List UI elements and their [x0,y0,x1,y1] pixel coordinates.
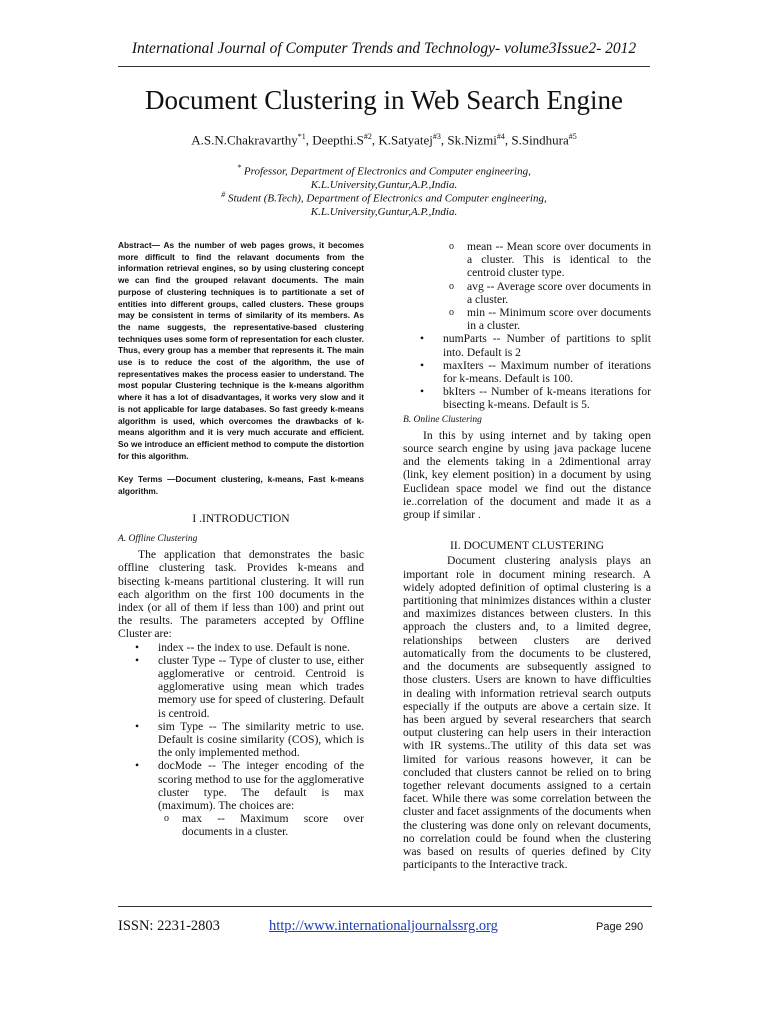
document-clustering-paragraph: Document clustering analysis plays an important role in document mining research. A widely adopted definition of optimal clustering is a partitioning that minimizes distances within a cluster and maximizes distances between clusters. In this approach the clusters and, to a limited degree, relationships between clusters are derived automatically from the documents to be clustered, and the documents are subsequently assigned to those clusters. Users are known to have difficulties in dealing with information retrieval search outputs especially if the outputs are above a certain size. It has been argued by several researchers that search output clustering can help users in their interaction with IR systems..The utility of this data set was limited for various reasons however, it can be concluded that clusters cannot be relied on to bring together relevant documents assigned to a certain facet. While there was some correlation between the cluster and facet assignments of the documents when the clustering was done only on relevant documents, no correlation could be found when the clustering was based on results of queries defined by City participants to the Interactive track. [403,554,651,872]
list-item-text: index -- the index to use. Default is none. [158,640,350,654]
affiliation-mark: * [237,163,242,172]
list-item-text: maxIters -- Maximum number of iterations for k-means. Default is 100. [443,358,651,386]
author-separator: , [305,132,313,148]
author-mark: *1 [297,132,306,141]
footer-divider [118,906,652,907]
list-item [403,332,651,358]
author-mark: #5 [568,132,577,141]
bullet-icon: • [135,640,140,654]
section-heading-document-clustering: II. DOCUMENT CLUSTERING [449,539,605,553]
author-separator: , [371,132,379,148]
circle-bullet-icon: o [164,813,169,825]
abstract: Abstract— As the number of web pages grows, it becomes more difficult to find the relavant documents from the information retrieval engines, so by using clustering concept we can find the grouped relavant documents. The main purpose of clustering techniques is to partitionate a set of entities into different groups, called clusters. These groups may be consistent in terms of similarity of its members. As the name suggests, the representative-based clustering techniques uses some form of representation for each cluster. Thus, every group has a member that represents it. The main use is to reduce the cost of the algorithm, the use of representatives makes the process easier to understand. The most popular Clustering technique is the k-means algorithm where it has a lot of disadvantages, it works very slow and it is not applicable for large databases. So fast greedy k-means algorithm is used, which overcomes the drawbacks of k-means algorithm and it is very much accurate and efficient. So we introduce an efficient method to compute the distortion for this algorithm. [118,240,364,461]
list-item [403,240,651,280]
subsection-heading-online: B. Online Clustering [403,414,482,425]
author-mark: #4 [496,132,505,141]
list-item [118,720,364,760]
paper-title: Document Clustering in Web Search Engine [145,85,623,115]
bullet-icon: • [420,358,425,372]
author-name: S.Sindhura [511,132,569,148]
affiliation-line: Professor, Department of Electronics and Computer engineering, [243,165,531,178]
bullet-icon: • [420,332,425,346]
list-item [118,641,364,654]
left-column [118,240,364,839]
header-divider [118,66,650,67]
author-separator: , [440,132,448,148]
online-paragraph: In this by using internet and by taking open source search engine by using java package lucene and the elements taking in a 2dimentional array (link, key element position) in a document by using Euclidean space model we find out the distance ie..correlation of the document and made it as a group if similar . [403,428,651,522]
affiliation-line: Student (B.Tech), Department of Electronics and Computer engineering, [228,192,547,205]
affiliation-student [0,188,768,219]
list-item-text: mean -- Mean score over documents in a cluster. This is identical to the centroid cluster type. [467,240,651,280]
page-number: Page 290 [596,921,644,933]
right-column [403,240,651,871]
author-name: Sk.Nizmi [447,132,497,148]
list-item [118,759,364,812]
author-name: Deepthi.S [312,132,364,148]
author-separator: , [504,132,512,148]
journal-url-link[interactable]: http://www.internationaljournalssrg.org [269,918,498,934]
bullet-icon: • [135,759,140,773]
list-item-text: max -- Maximum score over documents in a cluster. [182,812,364,839]
section-heading-introduction: I .INTRODUCTION [192,511,290,525]
list-item-text: numParts -- Number of partitions to split into. Default is 2 [443,332,651,359]
author-name: A.S.N.Chakravarthy [191,132,298,148]
list-item [118,812,364,838]
list-item-text: cluster Type -- Type of cluster to use, either agglomerative or centroid. Centroid is agglomerative using mean which trades memory use for speed of clustering. Default is centroid. [158,653,364,720]
author-mark: #3 [432,132,441,141]
list-item-text: docMode -- The integer encoding of the scoring method to use for the agglomerative cluster type. The default is max (maximum). The choices are: [158,759,364,813]
list-item [403,385,651,411]
key-terms: Key Terms —Document clustering, k-means, Fast k-means algorithm. [118,474,364,497]
bullet-icon: • [420,385,425,399]
author-mark: #2 [363,132,372,141]
bullet-icon: • [135,653,140,667]
list-item [118,654,364,720]
intro-paragraph: The application that demonstrates the basic offline clustering task. Provides k-means and bisecting k-means partitional clustering. It will run each algorithm on the first 100 documents in the index (or all of them if less than 100) and print out the results. The parameters accepted by Offline Cluster are: [118,548,364,641]
author-name: K.Satyatej [378,132,433,148]
list-item [403,359,651,385]
issn-label: ISSN: 2231-2803 [118,918,220,934]
parameter-list [118,641,364,813]
circle-bullet-icon: o [449,241,454,252]
list-item-text: min -- Minimum score over documents in a cluster. [467,306,651,333]
list-item-text: bkIters -- Number of k-means iterations for bisecting k-means. Default is 5. [443,385,651,412]
bullet-icon: • [135,719,140,733]
affiliation-mark: # [221,190,226,199]
author-list [0,132,768,148]
list-item-text: sim Type -- The similarity metric to use. Default is cosine similarity (COS), which is the only implemented method. [158,719,364,760]
affiliation-line: K.L.University,Guntur,A.P.,India. [310,178,458,191]
journal-header: International Journal of Computer Trends and Technology- volume3Issue2- 2012 [131,40,637,57]
affiliation-line: K.L.University,Guntur,A.P.,India. [310,205,458,218]
list-item-text: avg -- Average score over documents in a cluster. [467,279,651,306]
parameter-list-continued [403,332,651,411]
list-item [403,306,651,332]
list-item [403,280,651,306]
choice-list [118,812,364,838]
circle-bullet-icon: o [449,307,454,319]
circle-bullet-icon: o [449,280,454,292]
choice-list-continued [403,240,651,332]
subsection-heading-offline: A. Offline Clustering [118,533,198,544]
